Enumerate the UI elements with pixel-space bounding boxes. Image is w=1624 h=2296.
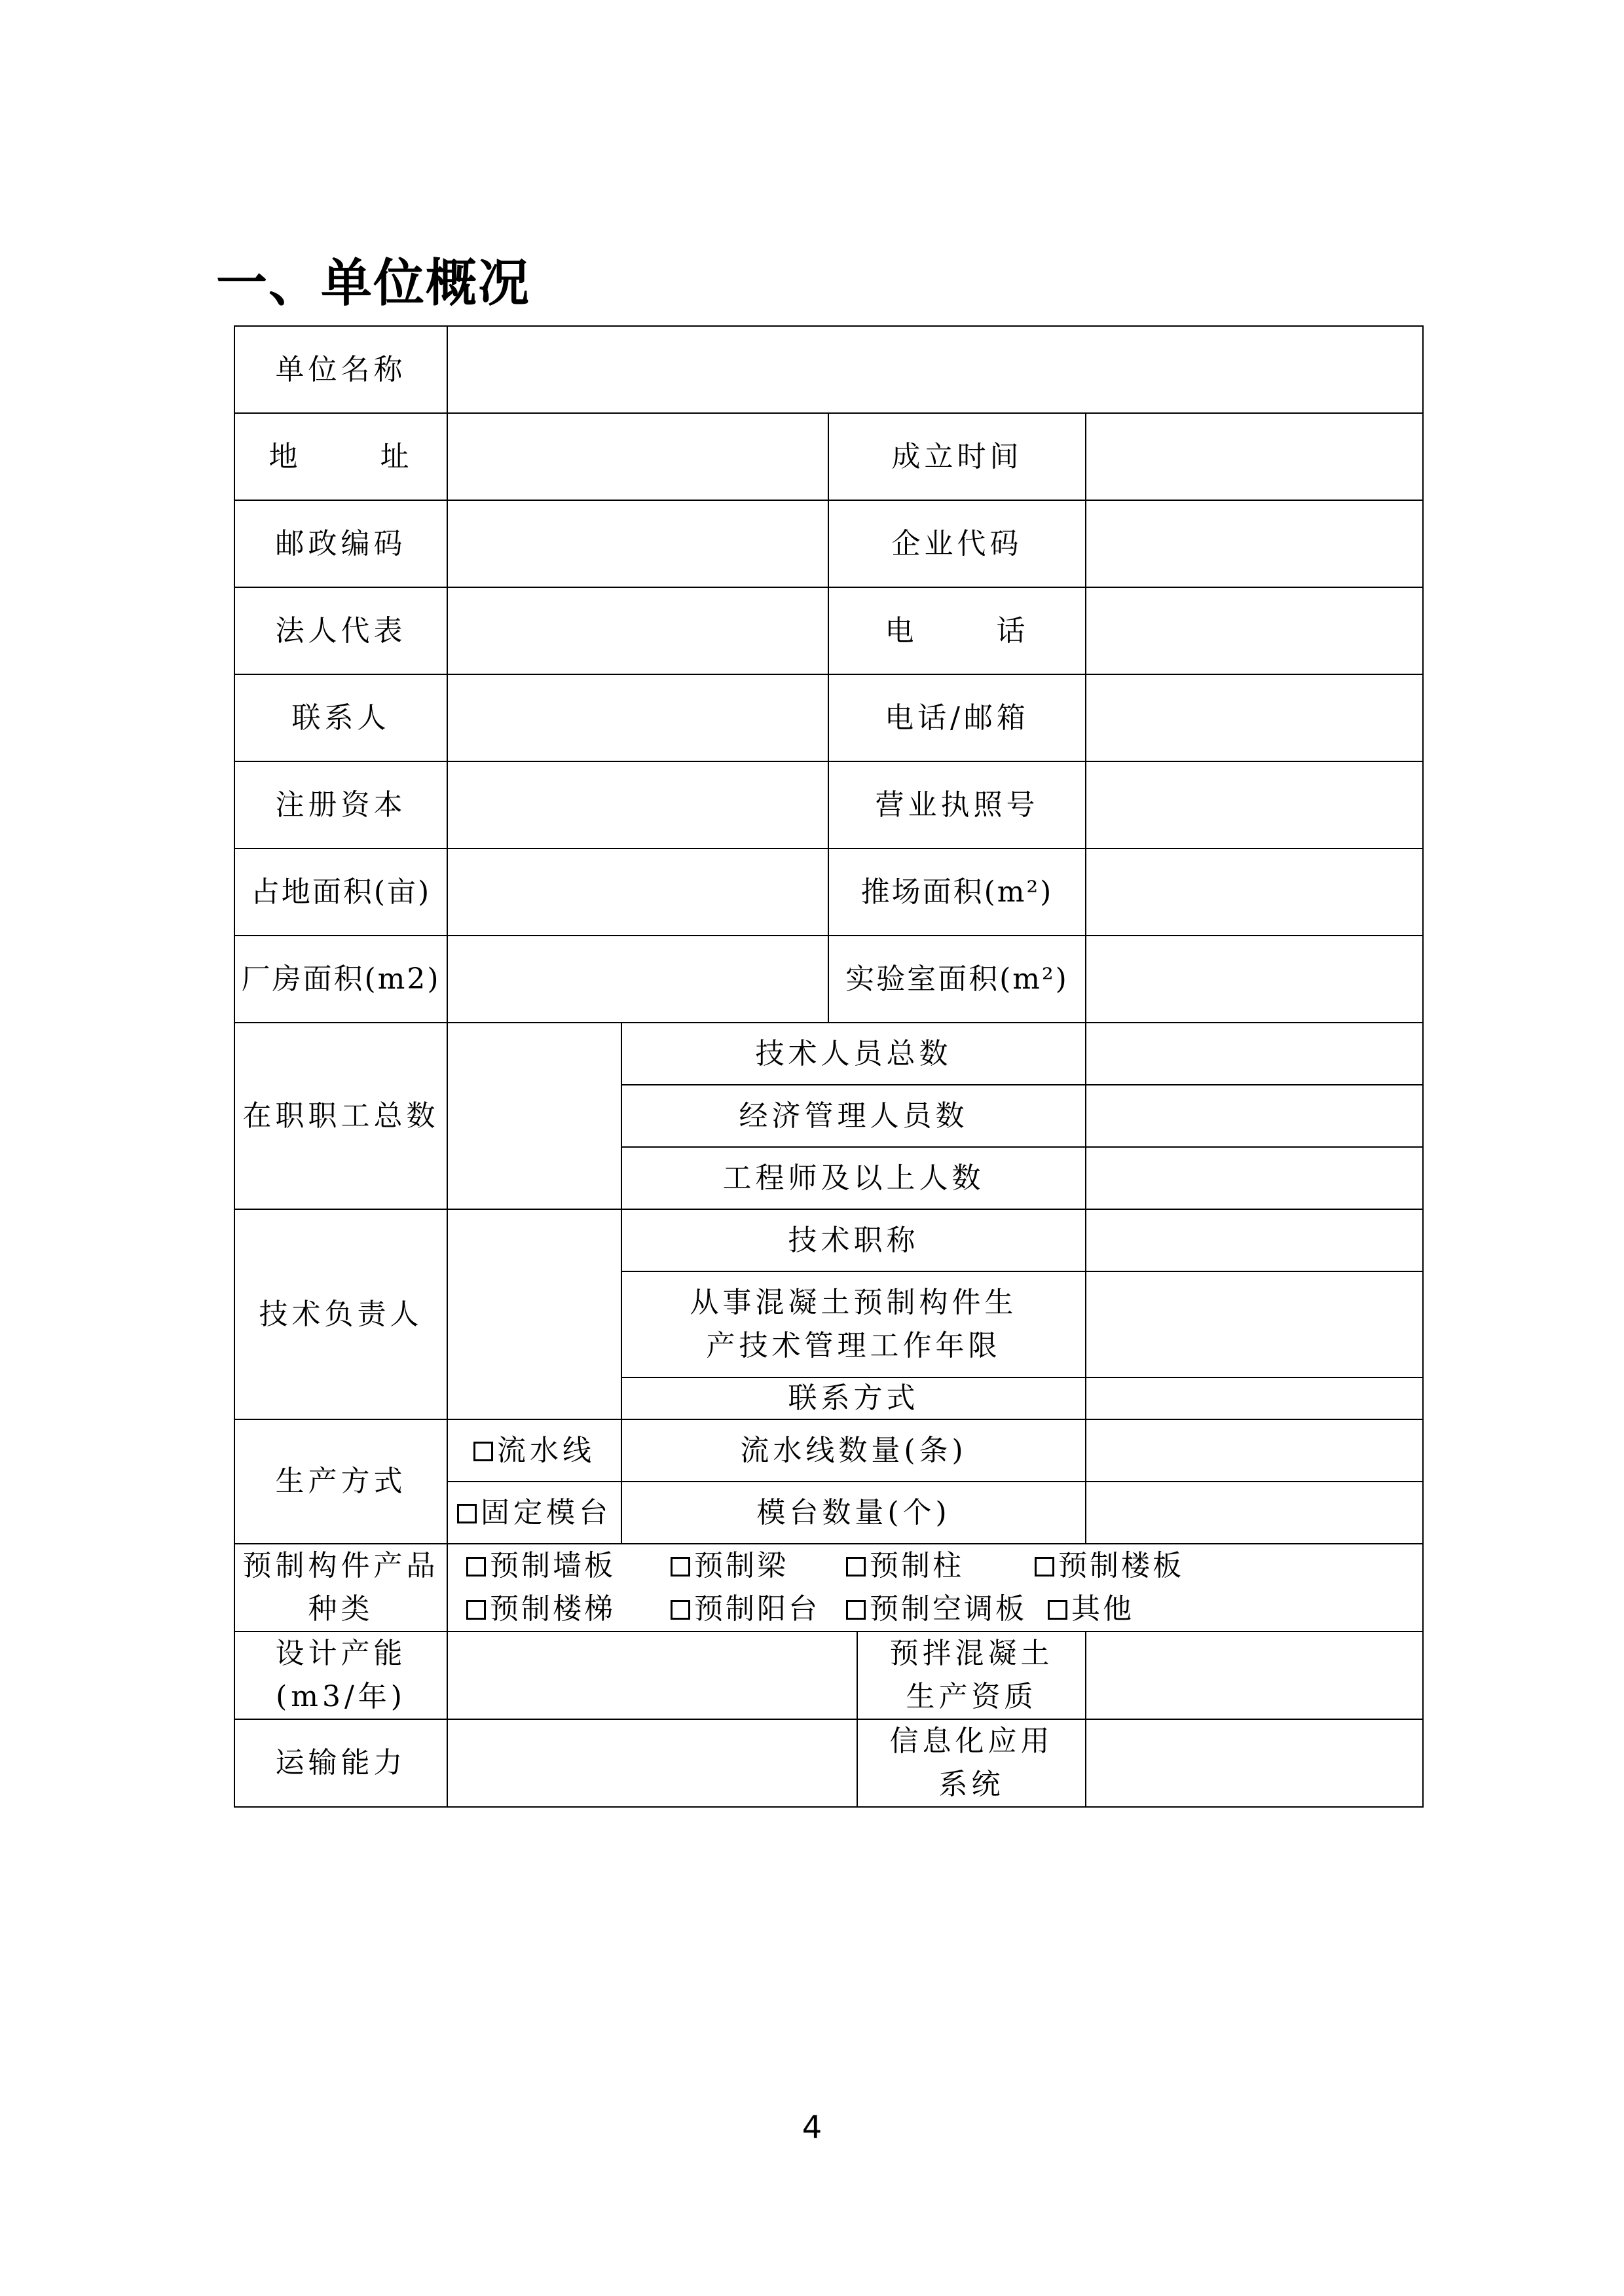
product-options-row1: [466, 1544, 1422, 1588]
option-prefab-beam[interactable]: [671, 1544, 846, 1588]
legal-rep-field[interactable]: [447, 587, 828, 674]
license-no-field[interactable]: [1086, 761, 1423, 848]
label-engineers-above: 工程师及以上人数: [621, 1147, 1086, 1209]
label-design-capacity-line2: (m3/年): [276, 1680, 406, 1713]
label-plant-area: 厂房面积(m2): [234, 936, 447, 1023]
unit-overview-form: [234, 325, 1424, 1808]
section-title: 一、单位概况: [216, 254, 531, 313]
option-label: 预制空调板: [870, 1592, 1027, 1626]
label-product-types-line2: 种类: [308, 1592, 374, 1626]
label-transport: 运输能力: [234, 1719, 447, 1807]
label-fixed-mould: 固定模台: [481, 1495, 612, 1529]
label-info-system-line2: 系统: [938, 1768, 1005, 1801]
label-address: 地 址: [234, 413, 447, 500]
label-established: 成立时间: [828, 413, 1086, 500]
option-fixed-mould[interactable]: [447, 1482, 621, 1544]
checkbox-prefab-ac-board[interactable]: [846, 1600, 866, 1620]
label-lab-area: 实验室面积(m²): [828, 936, 1086, 1023]
label-contact: 联系人: [234, 674, 447, 761]
label-line-count: 流水线数量(条): [621, 1419, 1086, 1482]
option-prefab-stairs[interactable]: [466, 1588, 671, 1631]
option-label: 预制墙板: [490, 1549, 616, 1582]
checkbox-prefab-wall[interactable]: [466, 1557, 486, 1576]
label-registered-capital: 注册资本: [234, 761, 447, 848]
label-work-years: [621, 1271, 1086, 1377]
phone-email-field[interactable]: [1086, 674, 1423, 761]
contact-field[interactable]: [447, 674, 828, 761]
label-design-capacity-line1: 设计产能: [275, 1637, 407, 1670]
label-product-types-line1: 预制构件产品: [242, 1549, 439, 1582]
tech-lead-field[interactable]: [447, 1209, 621, 1419]
option-assembly-line[interactable]: [447, 1419, 621, 1482]
mould-count-field[interactable]: [1086, 1482, 1423, 1544]
option-label: 预制楼板: [1058, 1549, 1184, 1582]
tech-staff-total-field[interactable]: [1086, 1023, 1423, 1085]
engineers-above-field[interactable]: [1086, 1147, 1423, 1209]
label-enterprise-code: 企业代码: [828, 500, 1086, 587]
option-prefab-wall[interactable]: [466, 1544, 671, 1588]
total-staff-field[interactable]: [447, 1023, 621, 1209]
enterprise-code-field[interactable]: [1086, 500, 1423, 587]
label-work-years-line2: 产技术管理工作年限: [706, 1329, 1001, 1362]
label-yard-area: 推场面积(m²): [828, 848, 1086, 936]
contact-method-field[interactable]: [1086, 1377, 1423, 1419]
option-prefab-floor-slab[interactable]: [1035, 1544, 1184, 1588]
label-contact-method: 联系方式: [621, 1377, 1086, 1419]
label-license-no: 营业执照号: [828, 761, 1086, 848]
option-prefab-column[interactable]: [846, 1544, 1035, 1588]
label-mould-count: 模台数量(个): [621, 1482, 1086, 1544]
label-total-staff: 在职职工总数: [234, 1023, 447, 1209]
unit-name-field[interactable]: [447, 326, 1423, 413]
econ-mgmt-staff-field[interactable]: [1086, 1085, 1423, 1147]
option-label: 预制楼梯: [490, 1592, 616, 1626]
label-tech-title: 技术职称: [621, 1209, 1086, 1271]
design-capacity-field[interactable]: [447, 1631, 857, 1719]
label-ready-mix-line1: 预拌混凝土: [889, 1637, 1054, 1670]
label-phone: 电 话: [828, 587, 1086, 674]
label-postal-code: 邮政编码: [234, 500, 447, 587]
address-field[interactable]: [447, 413, 828, 500]
label-design-capacity: [234, 1631, 447, 1719]
label-info-system-line1: 信息化应用: [889, 1724, 1054, 1758]
label-legal-rep: 法人代表: [234, 587, 447, 674]
page-number: 4: [802, 2109, 822, 2146]
phone-field[interactable]: [1086, 587, 1423, 674]
checkbox-fixed-mould[interactable]: [457, 1504, 477, 1523]
label-ready-mix: [857, 1631, 1086, 1719]
label-ready-mix-line2: 生产资质: [906, 1680, 1037, 1713]
option-prefab-ac-board[interactable]: [846, 1588, 1048, 1631]
option-label: 预制柱: [870, 1549, 964, 1582]
option-label: 预制阳台: [694, 1592, 820, 1626]
work-years-field[interactable]: [1086, 1271, 1423, 1377]
label-product-types: [234, 1544, 447, 1631]
label-production-mode: 生产方式: [234, 1419, 447, 1544]
product-options-row2: [466, 1588, 1422, 1631]
label-info-system: [857, 1719, 1086, 1807]
label-work-years-line1: 从事混凝土预制构件生: [690, 1286, 1018, 1319]
established-field[interactable]: [1086, 413, 1423, 500]
checkbox-prefab-balcony[interactable]: [671, 1600, 690, 1620]
option-prefab-balcony[interactable]: [671, 1588, 846, 1631]
label-assembly-line: 流水线: [497, 1433, 595, 1467]
transport-field[interactable]: [447, 1719, 857, 1807]
label-phone-email: 电话/邮箱: [828, 674, 1086, 761]
info-system-field[interactable]: [1086, 1719, 1423, 1807]
product-types-options: [447, 1544, 1423, 1631]
plant-area-field[interactable]: [447, 936, 828, 1023]
label-econ-mgmt-staff: 经济管理人员数: [621, 1085, 1086, 1147]
lab-area-field[interactable]: [1086, 936, 1423, 1023]
checkbox-other[interactable]: [1048, 1600, 1067, 1620]
label-unit-name: 单位名称: [234, 326, 447, 413]
tech-title-field[interactable]: [1086, 1209, 1423, 1271]
line-count-field[interactable]: [1086, 1419, 1423, 1482]
checkbox-prefab-floor-slab[interactable]: [1035, 1557, 1054, 1576]
option-other[interactable]: [1048, 1588, 1134, 1631]
option-label: 预制梁: [694, 1549, 788, 1582]
label-tech-staff-total: 技术人员总数: [621, 1023, 1086, 1085]
registered-capital-field[interactable]: [447, 761, 828, 848]
checkbox-prefab-beam[interactable]: [671, 1557, 690, 1576]
land-area-field[interactable]: [447, 848, 828, 936]
checkbox-prefab-stairs[interactable]: [466, 1600, 486, 1620]
label-land-area: 占地面积(亩): [234, 848, 447, 936]
ready-mix-field[interactable]: [1086, 1631, 1423, 1719]
yard-area-field[interactable]: [1086, 848, 1423, 936]
checkbox-assembly-line[interactable]: [473, 1442, 493, 1461]
label-tech-lead: 技术负责人: [234, 1209, 447, 1419]
option-label: 其他: [1071, 1592, 1134, 1626]
checkbox-prefab-column[interactable]: [846, 1557, 866, 1576]
postal-code-field[interactable]: [447, 500, 828, 587]
